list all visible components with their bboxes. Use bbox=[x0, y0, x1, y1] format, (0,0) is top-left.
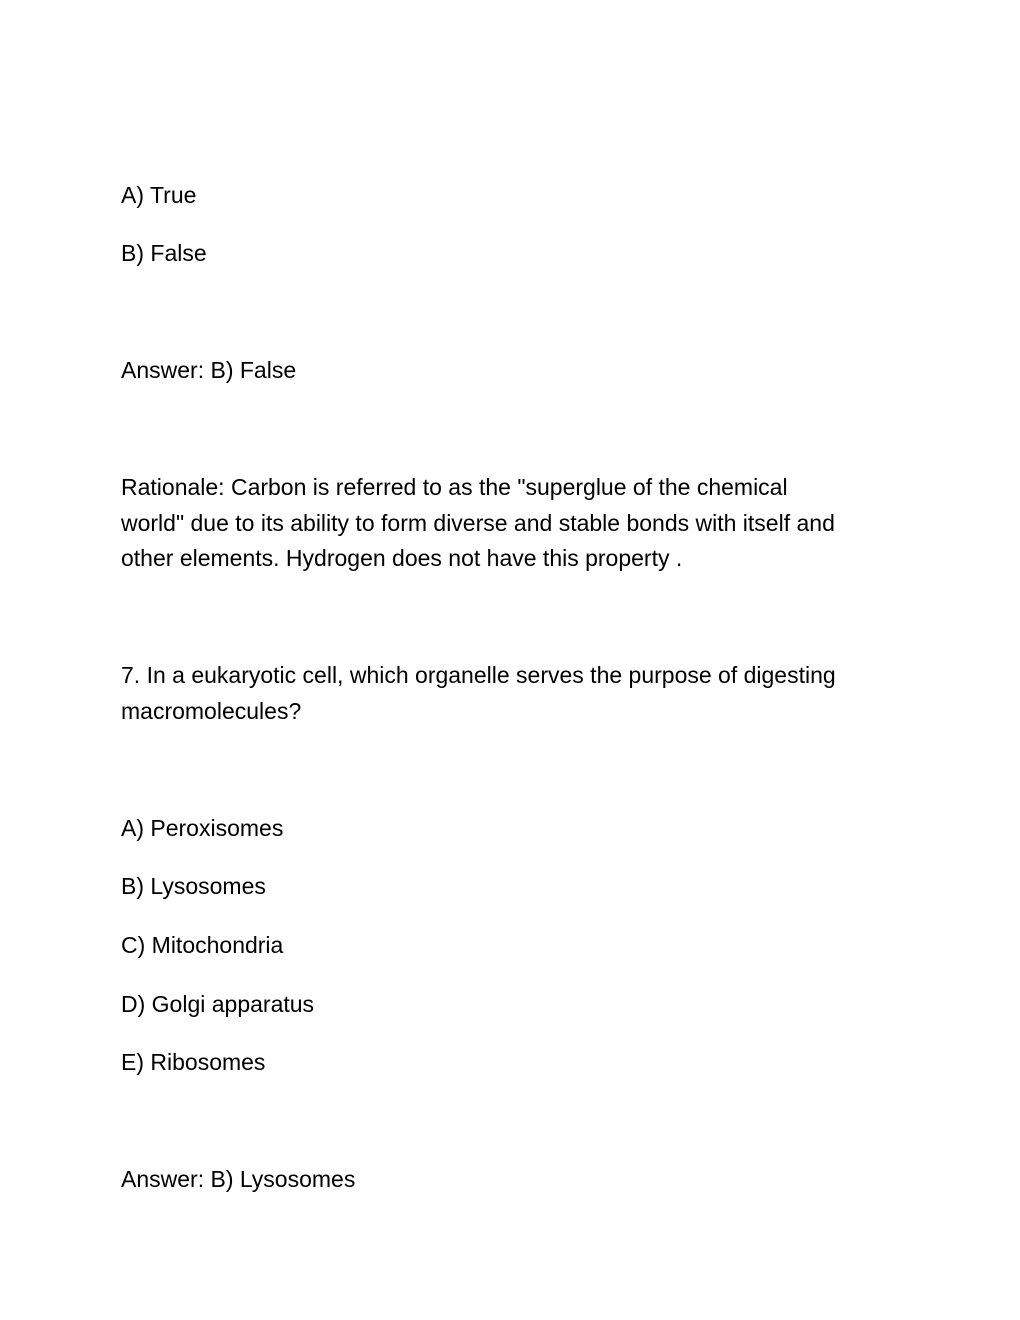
q6-rationale-line-1: Rationale: Carbon is referred to as the "superglue of the chemical bbox=[121, 474, 788, 500]
q6-rationale bbox=[121, 470, 921, 577]
q6-answer: Answer: B) False bbox=[121, 357, 297, 383]
q7-question-line-1: 7. In a eukaryotic cell, which organelle serves the purpose of digesting bbox=[121, 662, 836, 688]
q6-option-b: B) False bbox=[121, 240, 207, 266]
q6-rationale-line-2: world" due to its ability to form diverse and stable bonds with itself and bbox=[121, 509, 835, 536]
q7-option-a: A) Peroxisomes bbox=[121, 815, 284, 841]
q6-rationale-line-3: other elements. Hydrogen does not have this property . bbox=[121, 545, 683, 571]
q7-answer: Answer: B) Lysosomes bbox=[121, 1166, 356, 1192]
q7-question bbox=[121, 658, 921, 729]
q7-option-b: B) Lysosomes bbox=[121, 873, 266, 899]
q7-option-d: D) Golgi apparatus bbox=[121, 991, 315, 1017]
q7-option-e: E) Ribosomes bbox=[121, 1049, 266, 1075]
q7-option-c: C) Mitochondria bbox=[121, 932, 284, 958]
q6-option-a: A) True bbox=[121, 182, 197, 208]
q7-question-line-2: macromolecules? bbox=[121, 697, 302, 724]
